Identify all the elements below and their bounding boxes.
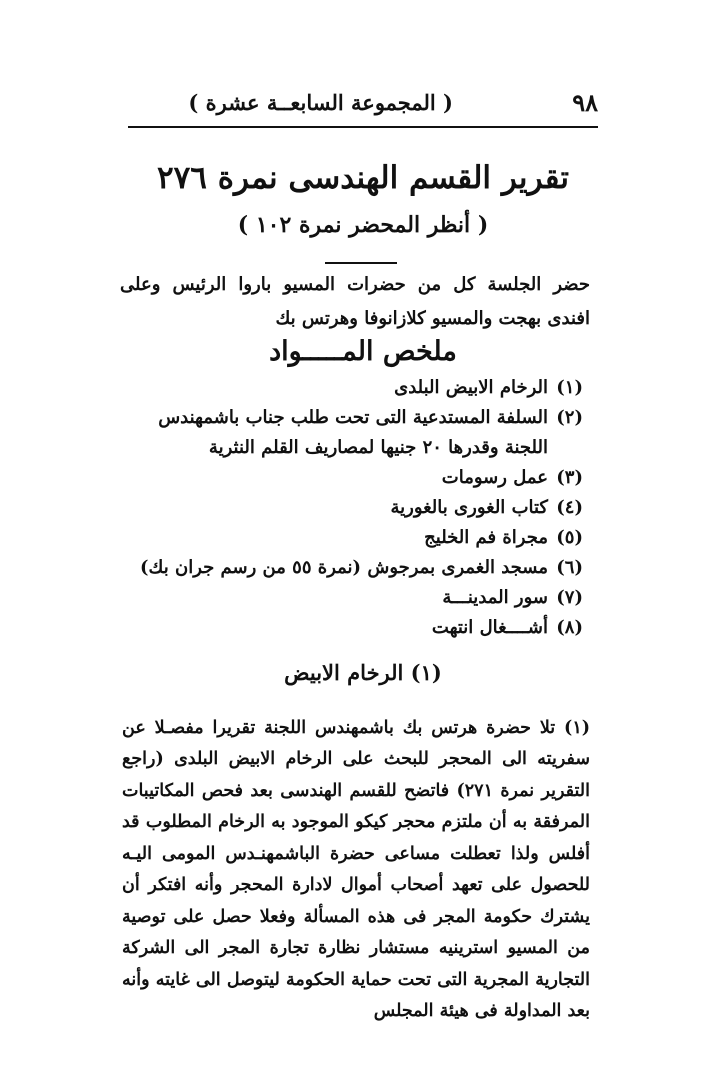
list-item [113,403,583,463]
item-number: (٧) [556,587,583,608]
summary-list [113,373,583,643]
section-heading: (١) الرخام الابيض [284,660,442,685]
list-item [113,553,583,583]
title-divider [325,262,397,264]
body-paragraph: (١) تلا حضرة هرتس بك باشمهندس اللجنة تقريرا مفصـلا عن سفريته الى المحجر للبحث على الرخام الابيض البلدى (راجع التقرير نمرة ٢٧١) فاتضح للقسم الهندسى بعد فحص المكاتيبات المرفقة به أن ملتزم محجر كيكو الموجود به الرخام المطلوب قد أفلس ولذا تعطلت مساعى حضرة الباشمهنـدس المومى اليـه للحصول على تعهد أصحاب أموال لادارة المحجر وأنه افتكر أن يشترك حكومة المجر فى هذه المسألة وفعلا حصل على توصية من المسيو استرينيه مستشار نظارة تجارة المجر الى الشركة التجارية المجرية التى تحت حماية الحكومة ليتوصل الى غايته وأنه بعد المداولة فى هيئة المجلس [122,717,591,1021]
running-head [128,86,598,128]
report-title: تقرير القسم الهندسى نمرة ٢٧٦ [157,160,569,196]
report-subtitle: ( أنظر المحضر نمرة ١٠٢ ) [237,212,489,238]
list-item [113,613,583,643]
list-item [113,373,583,403]
list-item [113,463,583,493]
item-text: مسجد الغمرى بمرجوش (نمرة ٥٥ من رسم جران بك) [140,557,548,578]
item-text: مجراة فم الخليج [424,527,548,548]
item-text: عمل رسومات [441,467,548,488]
page-number: ٩٨ [572,88,598,117]
item-text: الرخام الابيض البلدى [394,377,548,398]
item-text: كتاب الغورى بالغورية [390,497,548,518]
list-item [113,493,583,523]
item-number: (١) [556,377,583,398]
item-number: (٦) [556,557,583,578]
item-text: أشــــغال انتهت [431,617,548,638]
item-text: سور المدينـــة [442,587,548,608]
running-title: ( المجموعة السابعــة عشرة ) [188,90,453,115]
item-number: (٤) [556,497,583,518]
item-number: (٢) [556,407,583,428]
summary-heading: ملخص المـــــواد [269,336,457,367]
item-text: السلفة المستدعية التى تحت طلب جناب باشمهندس اللجنة وقدرها ٢٠ جنيها لمصاريف القلم النثرية [158,407,548,458]
list-item [113,583,583,613]
attendance-paragraph: حضر الجلسة كل من حضرات المسيو باروا الرئيس وعلى افندى بهجت والمسيو كلازانوفا وهرتس بك [120,274,590,329]
item-number: (٨) [556,617,583,638]
item-number: (٥) [556,527,583,548]
item-number: (٣) [556,467,583,488]
list-item [113,523,583,553]
